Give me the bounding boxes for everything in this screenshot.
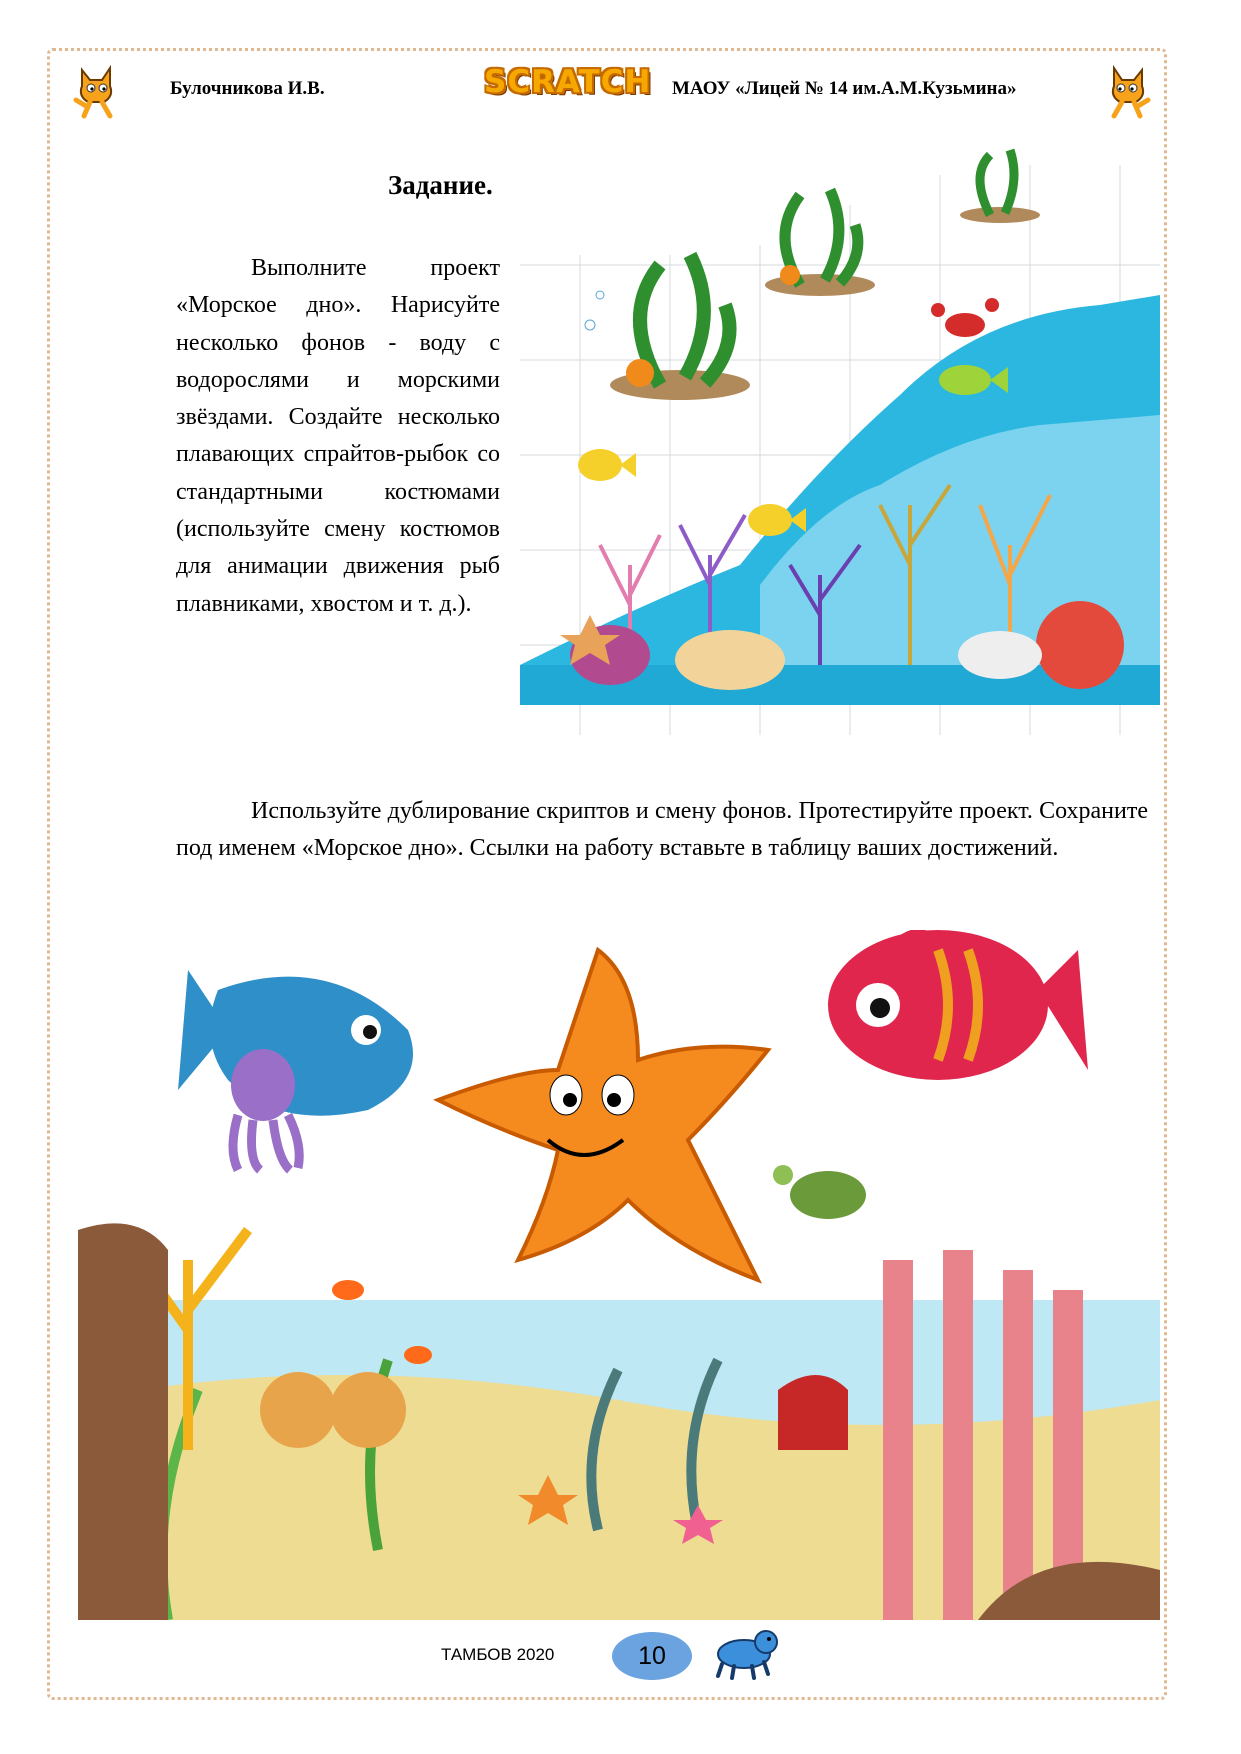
author-name: Булочникова И.В. xyxy=(170,78,325,99)
scratch-logo: SCRATCH xyxy=(484,64,652,100)
page-number-badge: 10 xyxy=(612,1632,692,1680)
starfish-character xyxy=(438,950,768,1280)
task-paragraph-text: Используйте дублирование скриптов и смену фонов. Протестируйте проект. Сохраните под именем «Морское дно». Ссылки на работу вставьте в таблицу ваших достижений. xyxy=(176,798,1148,862)
blue-fish-sprite xyxy=(178,970,413,1116)
seaweed-sprite xyxy=(585,255,750,400)
seaweed-sprite xyxy=(765,190,875,296)
seaweed-sprite xyxy=(960,150,1040,223)
footer-city-year: ТАМБОВ 2020 xyxy=(441,1645,555,1664)
crab-sprite xyxy=(931,298,999,337)
task-paragraph xyxy=(176,793,1148,868)
school-name: МАОУ «Лицей № 14 им.А.М.Кузьмина» xyxy=(672,78,1017,99)
fish-sprite xyxy=(578,449,636,481)
sea-backdrop-illustration xyxy=(520,145,1160,735)
task-column-text xyxy=(176,250,500,623)
dog-icon xyxy=(708,1620,780,1680)
turtle-sprite xyxy=(773,1165,866,1219)
task-column-paragraph: Выполните проект «Морское дно». Нарисуйте несколько фонов - воду с водорослями и морскими звёздами. Создайте несколько плавающих спрайтов-рыбок со стандартными костюмами (используйте смену костюмов для анимации движения рыб плавниками, хвостом и т. д.). xyxy=(176,255,500,617)
task-title: Задание. xyxy=(388,170,493,200)
starfish-coral xyxy=(1036,601,1124,689)
scratch-cat-icon xyxy=(1100,60,1156,120)
sea-characters-illustration xyxy=(78,930,1160,1620)
scratch-cat-icon xyxy=(68,60,124,120)
red-fish-sprite xyxy=(828,930,1088,1080)
